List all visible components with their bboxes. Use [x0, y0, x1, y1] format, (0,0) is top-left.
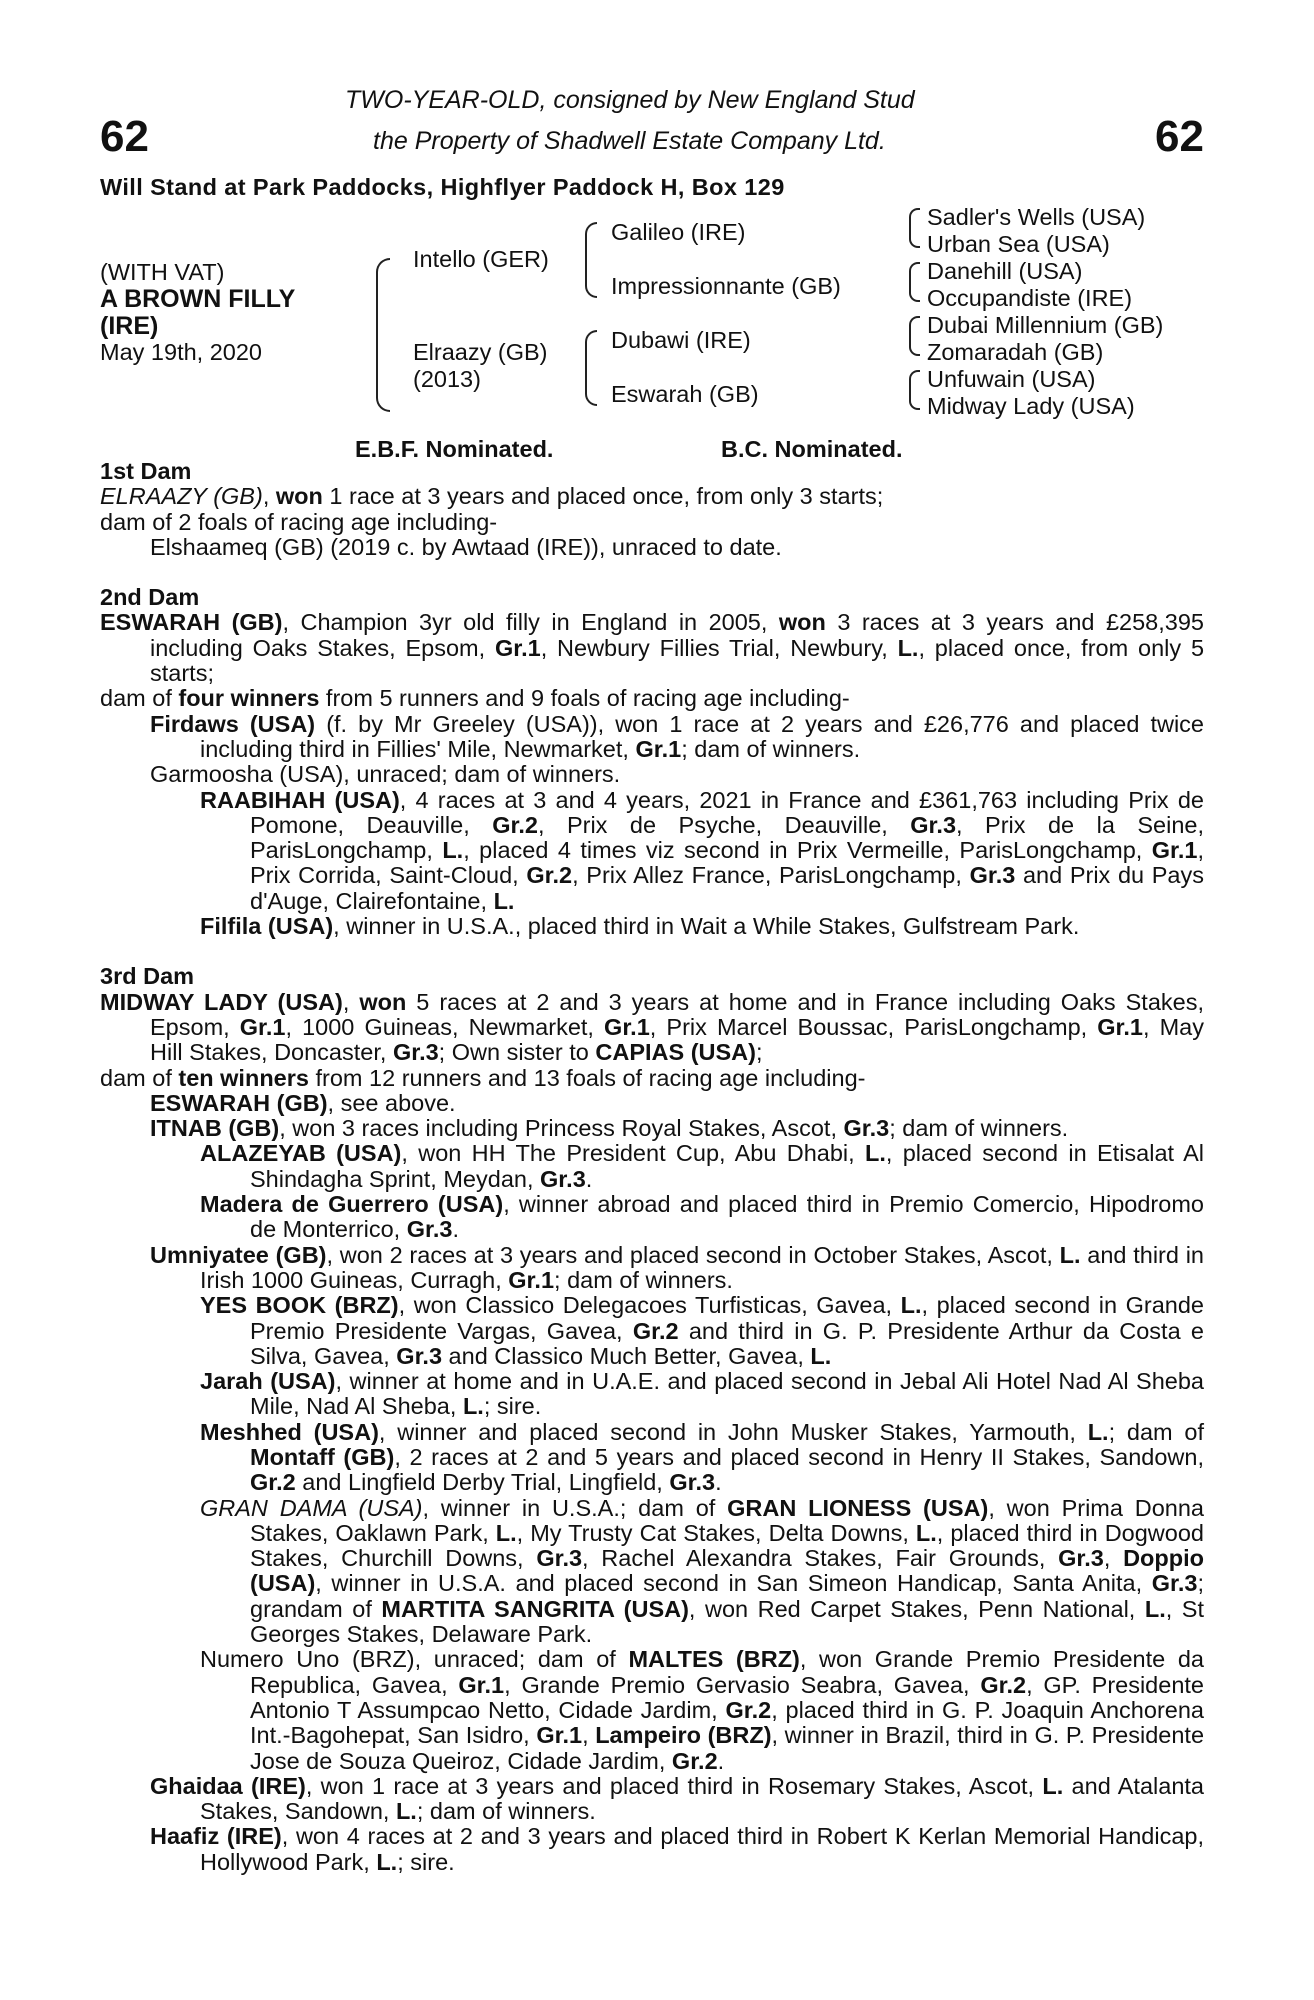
pedigree-brace-main: [376, 258, 390, 412]
dam-year: (2013): [413, 366, 481, 392]
first-dam-heading: 1st Dam: [100, 458, 192, 484]
sire-name: Intello (GER): [413, 246, 549, 272]
dam-name: Elraazy (GB): [413, 339, 548, 365]
third-dam-text: MIDWAY LADY (USA), won 5 races at 2 and 3 years at home and in France including Oaks Stakes, Epsom, Gr.1, 1000 Guineas, Newmarket, Gr.1, Prix Marcel Boussac, ParisLongchamp, Gr.1, May Hill Stakes, Doncaster, Gr.3; Own sister to CAPIAS (USA);: [100, 988, 1204, 1066]
property-line: the Property of Shadwell Estate Company Ltd.: [373, 127, 886, 155]
first-dam-text: ELRAAZY (GB), won 1 race at 3 years and placed once, from only 3 starts;: [100, 483, 884, 510]
lot-number-right: 62: [1155, 112, 1204, 161]
ebf-nominated: E.B.F. Nominated.: [355, 436, 554, 462]
horse-name-line1: A BROWN FILLY: [100, 285, 296, 313]
foaling-date: May 19th, 2020: [100, 339, 262, 365]
pedigree-brace-g1: [909, 208, 920, 248]
bc-nominated: B.C. Nominated.: [721, 436, 903, 462]
gen3-1: Sadler's Wells (USA): [927, 204, 1146, 230]
gen3-2: Urban Sea (USA): [927, 231, 1110, 257]
sire-dam: Impressionnante (GB): [611, 273, 841, 299]
catalogue-body: 1st Dam ELRAAZY (GB), won 1 race at 3 years and placed once, from only 3 starts; dam of 2 foals of racing age including- Elshaameq (GB) (2019 c. by Awtaad (IRE)), unraced to date. 2nd Dam ESWARAH (GB), Champion 3yr old filly in England in 2005, won 3 races at 3 years and £258,395 including Oaks Stakes, Epsom, Gr.1, Newbury Fillies Trial, Newbury, L., placed once, from only 5 starts; dam of four winners from 5 runners and 9 foals of racing age including- Firdaws (USA) (f. by Mr Greeley (USA)), won 1 race at 2 years and £26,776 and placed twice including third in Fillies' Mile, Newmarket, Gr.1; dam of winners. Garmoosha (USA), unraced; dam of winners. RAABIHAH (USA), 4 races at 3 and 4 years, 2021 in France and £361,763 including Prix de Pomone, Deauville, Gr.2, Prix de Psyche, Deauville, Gr.3, Prix de la Seine, ParisLongchamp, L., placed 4 times viz second in Prix Vermeille, ParisLongchamp, Gr.1, Prix Corrida, Saint-Cloud, Gr.2, Prix Allez France, ParisLongchamp, Gr.3 and Prix du Pays d'Auge, Clairefontaine, L. Filfila (USA), winner in U.S.A., placed third in Wait a While Stakes, Gulfstream Park. 3rd Dam MIDWAY LADY (USA), won 5 races at 2 and 3 years at home and in France including Oaks Stakes, Epsom, Gr.1, 1000 Guineas, Newmarket, Gr.1, Prix Marcel Boussac, ParisLongchamp, Gr.1, May Hill Stakes, Doncaster, Gr.3; Own sister to CAPIAS (USA); dam of ten winners from 12 runners and 13 foals of racing age including- ESWARAH (GB), see above. ITNAB (GB), won 3 races including Princess Royal Stakes, Ascot, Gr.3; dam of winners. ALAZEYAB (USA), won HH The President Cup, Abu Dhabi, L., placed second in Etisalat Al Shindagha Sprint, Meydan, Gr.3. Madera de Guerrero (USA), winner abroad and placed third in Premio Comercio, Hipodromo de Monterrico, Gr.3. Umniyatee (GB), won 2 races at 3 years and placed second in October Stakes, Ascot, L. and third in Irish 1000 Guineas, Curragh, Gr.1; dam of winners. YES BOOK (BRZ), won Classico Delegacoes Turfisticas, Gavea, L., placed second in Grande Premio Presidente Vargas, Gavea, Gr.2 and third in G. P. Presidente Arthur da Costa e Silva, Gavea, Gr.3 and Classico Much Better, Gavea, L. Jarah (USA), winner at home and in U.A.E. and placed second in Jebal Ali Hotel Nad Al Sheba Mile, Nad Al Sheba, L.; sire. Meshhed (USA), winner and placed second in John Musker Stakes, Yarmouth, L.; dam of Montaff (GB), 2 races at 2 and 5 years and placed second in Henry II Stakes, Sandown, Gr.2 and Lingfield Derby Trial, Lingfield, Gr.3. GRAN DAMA (USA), winner in U.S.A.; dam of GRAN LIONESS (USA), won Prima Donna Stakes, Oaklawn Park, L., My Trusty Cat Stakes, Delta Downs, L., placed third in Dogwood Stakes, Churchill Downs, Gr.3, Rachel Alexandra Stakes, Fair Grounds, Gr.3, Doppio (USA), winner in U.S.A. and placed second in San Simeon Handicap, Santa Anita, Gr.3; grandam of MARTITA SANGRITA (USA), won Red Carpet Stakes, Penn National, L., St Georges Stakes, Delaware Park. Numero Uno (BRZ), unraced; dam of MALTES (BRZ), won Grande Premio Presidente da Republica, Gavea, Gr.1, Grande Premio Gervasio Seabra, Gavea, Gr.2, GP. Presidente Antonio T Assumpcao Netto, Cidade Jardim, Gr.2, placed third in G. P. Joaquin Anchorena Int.-Bagohepat, San Isidro, Gr.1, Lampeiro (BRZ), winner in Brazil, third in G. P. Presidente Jose de Souza Queiroz, Cidade Jardim, Gr.2. Ghaidaa (IRE), won 1 race at 3 years and placed third in Rosemary Stakes, Ascot, L. and Atalanta Stakes, Sandown, L.; dam of winners. Haafiz (IRE), won 4 races at 2 and 3 years and placed third in Robert K Kerlan Memorial Handicap, Hollywood Park, L.; sire.: [100, 458, 1205, 1875]
gen3-8: Midway Lady (USA): [927, 393, 1135, 419]
second-dam-text: ESWARAH (GB), Champion 3yr old filly in England in 2005, won 3 races at 3 years and £258,395 including Oaks Stakes, Epsom, Gr.1, Newbury Fillies Trial, Newbury, L., placed once, from only 5 starts;: [100, 609, 1205, 687]
gen3-7: Unfuwain (USA): [927, 366, 1096, 392]
gen3-4: Occupandiste (IRE): [927, 285, 1133, 311]
vat-note: (WITH VAT): [100, 259, 225, 285]
sire-sire: Galileo (IRE): [611, 219, 746, 245]
gen3-3: Danehill (USA): [927, 258, 1083, 284]
gen3-6: Zomaradah (GB): [927, 339, 1104, 365]
gen3-5: Dubai Millennium (GB): [927, 312, 1164, 338]
third-dam-heading: 3rd Dam: [100, 963, 195, 990]
pedigree-brace-g2: [909, 262, 920, 302]
stand-location: Will Stand at Park Paddocks, Highflyer Paddock H, Box 129: [100, 174, 785, 200]
pedigree-brace-g4: [909, 370, 920, 410]
pedigree-brace-sire: [585, 222, 597, 298]
dam-sire: Dubawi (IRE): [611, 327, 751, 353]
horse-name-line2: (IRE): [100, 312, 159, 340]
consignor-line: TWO-YEAR-OLD, consigned by New England Stud: [345, 86, 915, 114]
dam-dam: Eswarah (GB): [611, 381, 759, 407]
pedigree-brace-g3: [909, 316, 920, 356]
pedigree-brace-dam: [585, 330, 597, 406]
lot-number-left: 62: [100, 112, 149, 161]
second-dam-heading: 2nd Dam: [100, 584, 200, 611]
